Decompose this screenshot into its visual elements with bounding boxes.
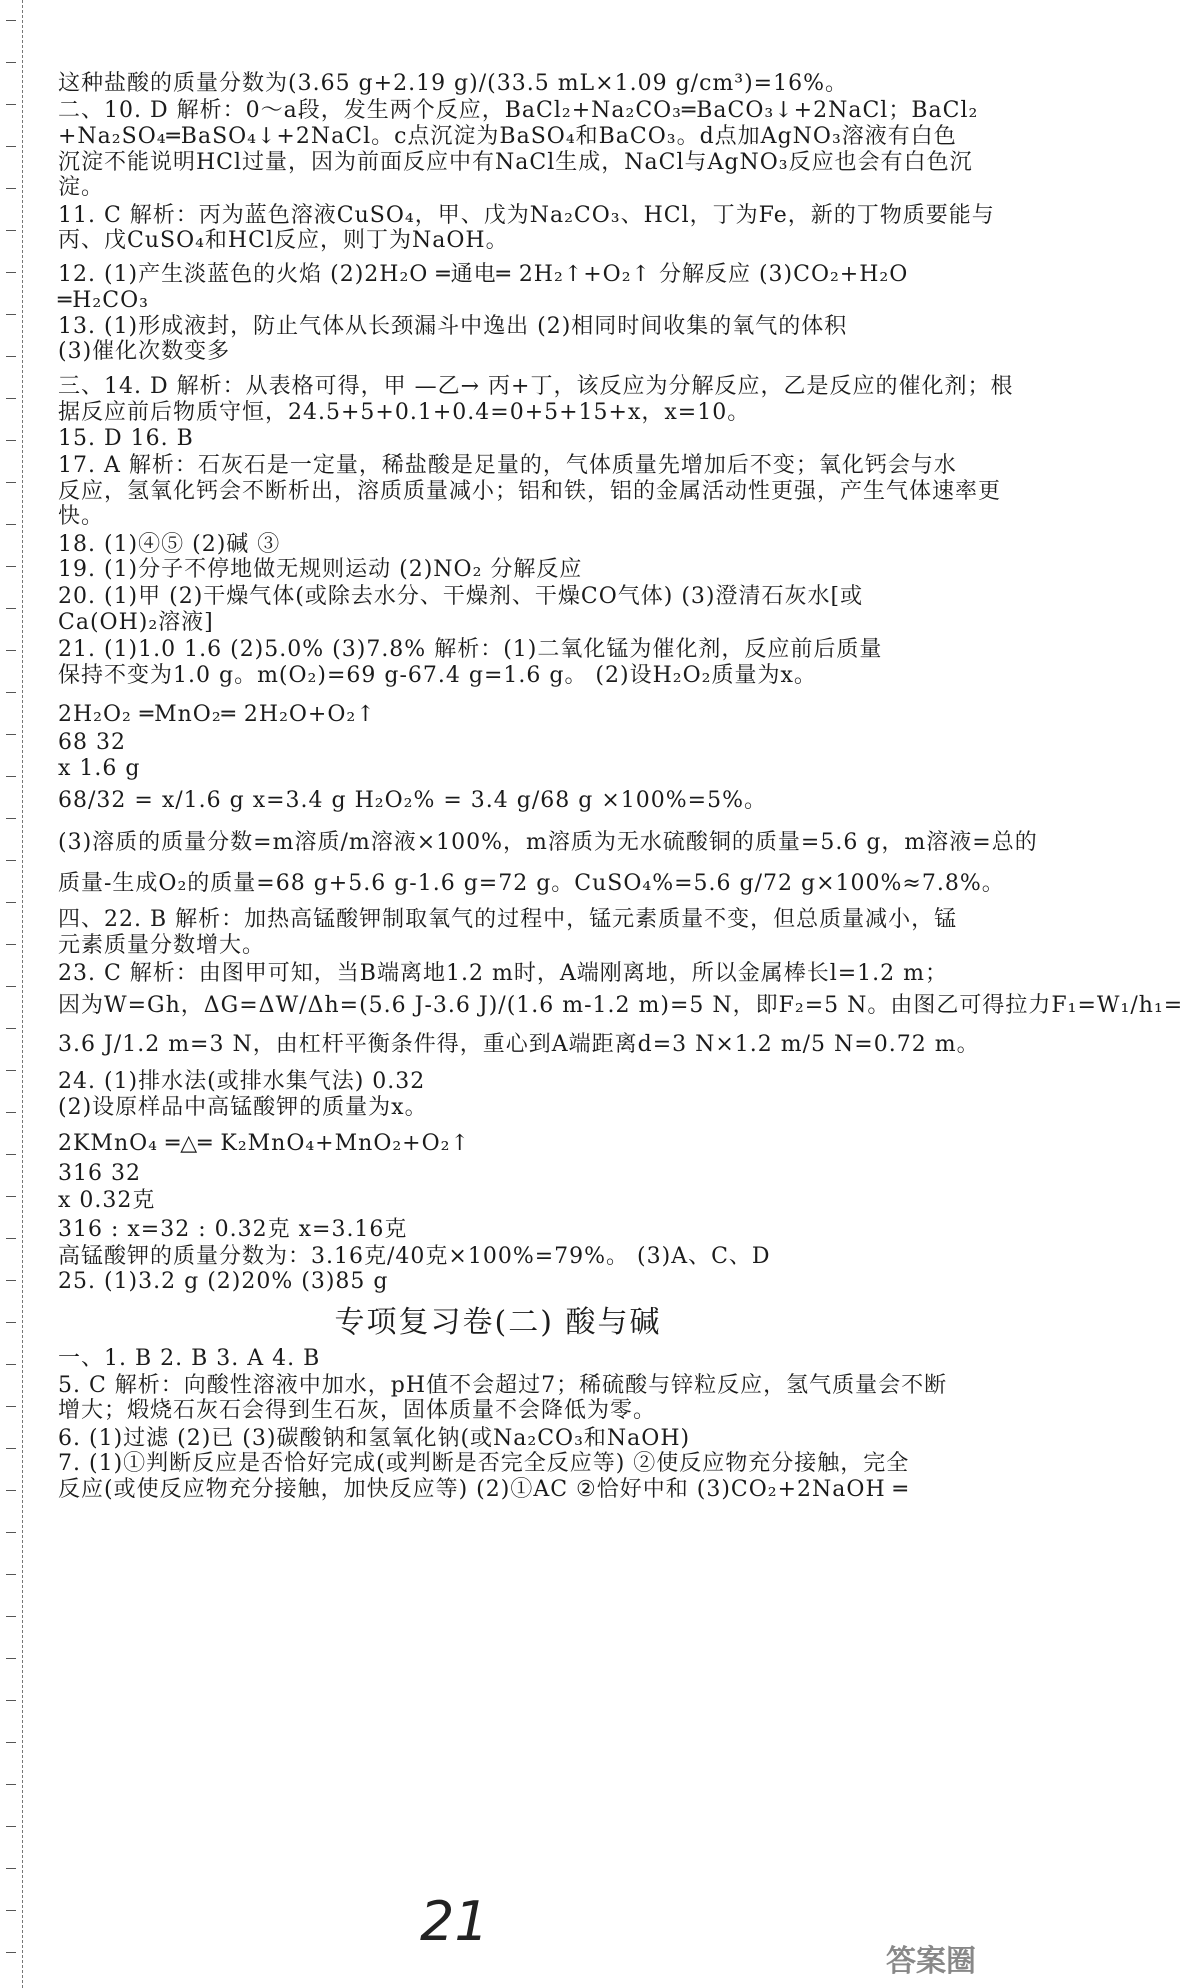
binding-tick (6, 1490, 16, 1491)
answer-line: x 0.32克 (58, 1188, 156, 1213)
binding-margin (0, 0, 23, 1988)
answer-line: 快。 (58, 504, 105, 529)
answer-line: 23. C 解析：由图甲可知，当B端离地1.2 m时，A端刚离地，所以金属棒长l=1.2 m； (58, 961, 949, 986)
answer-line: 这种盐酸的质量分数为(3.65 g+2.19 g)/(33.5 mL×1.09 g/cm³)=16%。 (58, 71, 848, 96)
binding-tick (6, 356, 16, 357)
answer-line: 17. A 解析：石灰石是一定量，稀盐酸是足量的，气体质量先增加后不变；氧化钙会与水 (58, 453, 957, 478)
answer-line: 15. D 16. B (58, 426, 194, 451)
binding-tick (6, 230, 16, 231)
answer-line: 反应(或使反应物充分接触，加快反应等) (2)①AC ②恰好中和 (3)CO₂+2NaOH ═ (58, 1477, 908, 1502)
answer-line: 316 32 (58, 1161, 141, 1186)
binding-tick (6, 650, 16, 651)
binding-tick (6, 188, 16, 189)
binding-tick (6, 860, 16, 861)
binding-tick (6, 1574, 16, 1575)
binding-tick (6, 902, 16, 903)
binding-tick (6, 398, 16, 399)
answer-line: 因为W=Gh，ΔG=ΔW/Δh=(5.6 J-3.6 J)/(1.6 m-1.2 m)=5 N，即F₂=5 N。由图乙可得拉力F₁=W₁/h₁= (58, 993, 1183, 1018)
binding-tick (6, 1952, 16, 1953)
binding-tick (6, 1784, 16, 1785)
binding-tick (6, 1322, 16, 1323)
answer-line: 丙、戊CuSO₄和HCl反应，则丁为NaOH。 (58, 228, 509, 253)
answer-line: 68/32 = x/1.6 g x=3.4 g H₂O₂% = 3.4 g/68 g ×100%=5%。 (58, 788, 767, 813)
watermark-logo: 答案圈 (886, 1944, 976, 1979)
answer-line: 据反应前后物质守恒，24.5+5+0.1+0.4=0+5+15+x，x=10。 (58, 400, 751, 425)
answer-line: 反应，氢氧化钙会不断析出，溶质质量减小；铝和铁，铝的金属活动性更强，产生气体速率更 (58, 479, 1002, 504)
binding-tick (6, 524, 16, 525)
binding-tick (6, 62, 16, 63)
section-title: 专项复习卷(二) 酸与碱 (334, 1305, 662, 1340)
binding-tick (6, 1406, 16, 1407)
answer-line: 12. (1)产生淡蓝色的火焰 (2)2H₂O ═通电═ 2H₂↑+O₂↑ 分解反应 (3)CO₂+H₂O (58, 262, 909, 287)
binding-tick (6, 818, 16, 819)
answer-line: 高锰酸钾的质量分数为：3.16克/40克×100%=79%。 (3)A、C、D (58, 1244, 771, 1269)
answer-line: 一、1. B 2. B 3. A 4. B (58, 1346, 321, 1371)
answer-line: 25. (1)3.2 g (2)20% (3)85 g (58, 1269, 389, 1294)
binding-tick (6, 1448, 16, 1449)
binding-tick (6, 1616, 16, 1617)
answer-line: 二、10. D 解析：0～a段，发生两个反应，BaCl₂+Na₂CO₃═BaCO₃↓+2NaCl；BaCl₂ (58, 98, 979, 123)
binding-tick (6, 20, 16, 21)
answer-line: 2H₂O₂ ═MnO₂═ 2H₂O+O₂↑ (58, 702, 376, 727)
answer-line: 20. (1)甲 (2)干燥气体(或除去水分、干燥剂、干燥CO气体) (3)澄清石灰水[或 (58, 584, 864, 609)
binding-tick (6, 1700, 16, 1701)
binding-tick (6, 1112, 16, 1113)
answer-line: 18. (1)④⑤ (2)碱 ③ (58, 532, 281, 557)
binding-tick (6, 734, 16, 735)
answer-line: 质量-生成O₂的质量=68 g+5.6 g-1.6 g=72 g。CuSO₄%=5.6 g/72 g×100%≈7.8%。 (58, 871, 1005, 896)
binding-tick (6, 608, 16, 609)
answer-line: ═H₂CO₃ (58, 288, 149, 313)
answer-line: Ca(OH)₂溶液] (58, 610, 214, 635)
binding-tick (6, 776, 16, 777)
binding-tick (6, 1364, 16, 1365)
answer-line: 7. (1)①判断反应是否恰好完成(或判断是否完全反应等) ②使反应物充分接触，完全 (58, 1451, 910, 1476)
answer-line: 19. (1)分子不停地做无规则运动 (2)NO₂ 分解反应 (58, 557, 583, 582)
answer-line: 元素质量分数增大。 (58, 933, 266, 958)
binding-tick (6, 692, 16, 693)
binding-tick (6, 1196, 16, 1197)
answer-line: 21. (1)1.0 1.6 (2)5.0% (3)7.8% 解析：(1)二氧化锰为催化剂，反应前后质量 (58, 637, 883, 662)
binding-tick (6, 314, 16, 315)
answer-line: 2KMnO₄ ═△═ K₂MnO₄+MnO₂+O₂↑ (58, 1131, 470, 1156)
answer-line: (3)溶质的质量分数=m溶质/m溶液×100%，m溶质为无水硫酸铜的质量=5.6 g，m溶液=总的 (58, 830, 1038, 855)
binding-tick (6, 1742, 16, 1743)
answer-line: 淀。 (58, 175, 105, 200)
answer-line: 保持不变为1.0 g。m(O₂)=69 g-67.4 g=1.6 g。 (2)设H₂O₂质量为x。 (58, 663, 817, 688)
answer-line: 3.6 J/1.2 m=3 N，由杠杆平衡条件得，重心到A端距离d=3 N×1.2 m/5 N=0.72 m。 (58, 1032, 980, 1057)
binding-tick (6, 482, 16, 483)
binding-tick (6, 1238, 16, 1239)
answer-line: 6. (1)过滤 (2)已 (3)碳酸钠和氢氧化钠(或Na₂CO₃和NaOH) (58, 1426, 691, 1451)
binding-tick (6, 1868, 16, 1869)
binding-tick (6, 1154, 16, 1155)
binding-tick (6, 1532, 16, 1533)
answer-line: 316 : x=32 : 0.32克 x=3.16克 (58, 1217, 408, 1242)
answer-line: 四、22. B 解析：加热高锰酸钾制取氧气的过程中，锰元素质量不变，但总质量减小，锰 (58, 907, 958, 932)
answer-line: 24. (1)排水法(或排水集气法) 0.32 (58, 1069, 426, 1094)
binding-tick (6, 1028, 16, 1029)
answer-line: 增大；煅烧石灰石会得到生石灰，固体质量不会降低为零。 (58, 1398, 657, 1423)
answer-line: x 1.6 g (58, 756, 141, 781)
answer-line: 13. (1)形成液封，防止气体从长颈漏斗中逸出 (2)相同时间收集的氧气的体积 (58, 314, 848, 339)
binding-tick (6, 986, 16, 987)
binding-tick (6, 440, 16, 441)
binding-tick (6, 104, 16, 105)
binding-tick (6, 272, 16, 273)
answer-line: 三、14. D 解析：从表格可得，甲 —乙→ 丙+丁，该反应为分解反应，乙是反应的催化剂；根 (58, 374, 1014, 399)
page-number: 21 (420, 1890, 489, 1953)
answer-line: (3)催化次数变多 (58, 339, 231, 364)
binding-tick (6, 1658, 16, 1659)
binding-tick (6, 1910, 16, 1911)
answer-line: 5. C 解析：向酸性溶液中加水，pH值不会超过7；稀硫酸与锌粒反应，氢气质量会不断 (58, 1373, 948, 1398)
answer-line: (2)设原样品中高锰酸钾的质量为x。 (58, 1095, 428, 1120)
binding-tick (6, 944, 16, 945)
binding-tick (6, 1070, 16, 1071)
binding-tick (6, 1280, 16, 1281)
answer-line: +Na₂SO₄═BaSO₄↓+2NaCl。c点沉淀为BaSO₄和BaCO₃。d点加AgNO₃溶液有白色 (58, 124, 957, 149)
answer-line: 沉淀不能说明HCl过量，因为前面反应中有NaCl生成，NaCl与AgNO₃反应也会有白色沉 (58, 150, 973, 175)
answer-line: 68 32 (58, 730, 126, 755)
binding-tick (6, 566, 16, 567)
answer-line: 11. C 解析：丙为蓝色溶液CuSO₄，甲、戊为Na₂CO₃、HCl，丁为Fe，新的丁物质要能与 (58, 203, 995, 228)
binding-tick (6, 1826, 16, 1827)
binding-tick (6, 146, 16, 147)
